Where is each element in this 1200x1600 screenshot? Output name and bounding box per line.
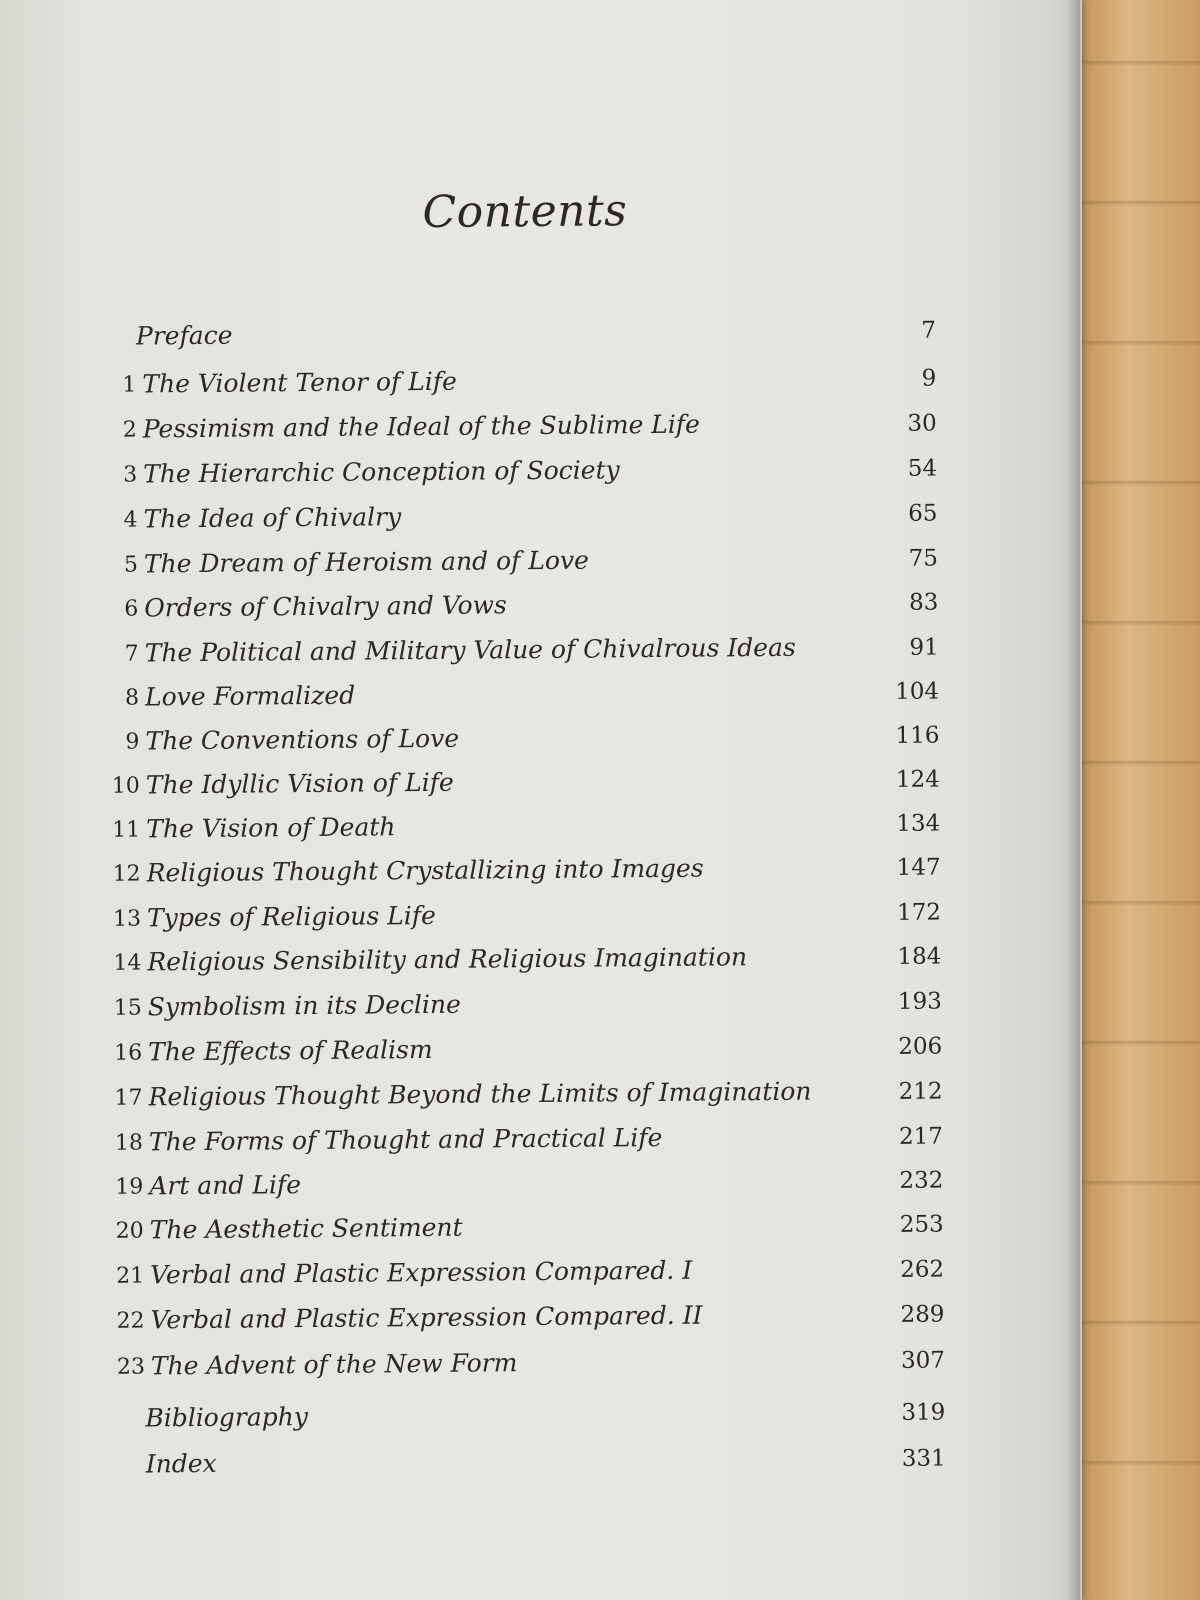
- toc-entry-title: The Forms of Thought and Practical Life: [148, 1122, 663, 1157]
- toc-entry-page: 116: [895, 722, 940, 749]
- toc-entry-page: 134: [896, 810, 941, 837]
- toc-entry-number: 5: [123, 552, 139, 578]
- toc-entry-page: 172: [896, 899, 942, 926]
- toc-entry-18: [103, 1120, 943, 1163]
- toc-entry-number: 19: [115, 1174, 144, 1200]
- toc-entry-number: 4: [123, 507, 138, 533]
- toc-entry-number: 12: [112, 861, 141, 887]
- toc-entry-page: 104: [895, 678, 940, 705]
- toc-entry-page: 253: [899, 1211, 944, 1238]
- toc-entry-page: 331: [901, 1445, 946, 1472]
- toc-entry-1: [96, 363, 936, 406]
- toc-entry-12: [100, 852, 940, 895]
- toc-entry-page: 319: [901, 1399, 946, 1426]
- toc-entry-page: 9: [921, 365, 937, 392]
- toc-entry-number: 13: [112, 906, 142, 932]
- toc-entry-page: 83: [908, 589, 939, 616]
- toc-entry-title: Pessimism and the Ideal of the Sublime Life: [142, 409, 701, 444]
- toc-entry-number: 17: [114, 1085, 143, 1111]
- toc-entry-page: 193: [897, 988, 942, 1015]
- toc-entry-11: [100, 808, 940, 851]
- toc-entry-title: The Idyllic Vision of Life: [145, 767, 454, 800]
- toc-entry-title: The Vision of Death: [146, 812, 396, 844]
- toc-entry-title: The Idea of Chivalry: [143, 502, 402, 534]
- toc-entry-2: [97, 408, 937, 451]
- toc-entry-6: [98, 587, 938, 630]
- toc-entry-number: 1: [122, 372, 137, 398]
- toc-entry-page: 206: [898, 1033, 943, 1060]
- toc-entry-title: Bibliography: [145, 1402, 308, 1433]
- toc-entry-number: 10: [111, 773, 140, 799]
- toc-entry-title: Verbal and Plastic Expression Compared. I: [150, 1255, 693, 1290]
- toc-entry-page: 147: [896, 854, 941, 881]
- toc-entry-number: 18: [114, 1130, 144, 1156]
- toc-entry-number: 9: [125, 729, 140, 755]
- toc-entry-page: 232: [899, 1167, 944, 1194]
- toc-entry-title: The Advent of the New Form: [150, 1348, 518, 1381]
- toc-entry-title: The Aesthetic Sentiment: [149, 1212, 463, 1245]
- toc-entry-page: 54: [907, 455, 938, 482]
- toc-entry-title: Verbal and Plastic Expression Compared. II: [150, 1300, 703, 1335]
- toc-entry-number: 11: [112, 817, 141, 843]
- toc-entry-3: [97, 453, 937, 496]
- toc-entry-index: [106, 1442, 946, 1485]
- toc-entry-20: [104, 1208, 944, 1251]
- toc-entry-page: 124: [895, 766, 940, 793]
- toc-entry-title: The Effects of Realism: [148, 1034, 433, 1067]
- toc-entry-19: [103, 1164, 943, 1207]
- toc-entry-title: Religious Thought Crystallizing into Images: [146, 853, 704, 888]
- toc-entry-title: Religious Thought Beyond the Limits of Imagination: [148, 1076, 812, 1112]
- toc-entry-9: [99, 720, 939, 763]
- toc-entry-title: The Violent Tenor of Life: [142, 366, 458, 399]
- toc-entry-page: 91: [909, 634, 939, 661]
- wooden-table-surface: [1080, 0, 1200, 1600]
- toc-entry-page: 212: [898, 1078, 943, 1105]
- toc-entry-title: Symbolism in its Decline: [147, 989, 461, 1022]
- toc-entry-title: Love Formalized: [144, 680, 356, 712]
- toc-entry-title: Orders of Chivalry and Vows: [144, 590, 507, 623]
- toc-entry-title: The Dream of Heroism and of Love: [143, 545, 590, 579]
- toc-entry-number: 15: [113, 995, 142, 1021]
- toc-entry-number: 21: [116, 1263, 145, 1289]
- toc-entry-title: Art and Life: [149, 1170, 302, 1201]
- toc-entry-number: 16: [114, 1040, 143, 1066]
- toc-entry-page: 65: [908, 500, 938, 527]
- toc-entry-21: [104, 1253, 944, 1296]
- toc-entry-title: Index: [145, 1448, 217, 1479]
- toc-entry-14: [101, 941, 941, 984]
- toc-entry-page: 262: [900, 1256, 945, 1283]
- toc-entry-title: Preface: [135, 320, 233, 351]
- toc-entry-15: [102, 986, 942, 1029]
- toc-entry-page: 30: [907, 410, 937, 437]
- toc-entry-preface: [96, 315, 936, 358]
- toc-entry-number: 2: [122, 417, 137, 443]
- toc-entry-number: 6: [124, 596, 139, 622]
- toc-entry-number: 20: [115, 1218, 144, 1244]
- toc-entry-page: 307: [900, 1347, 946, 1374]
- toc-entry-number: 22: [116, 1308, 145, 1334]
- toc-entry-title: Types of Religious Life: [146, 900, 436, 933]
- toc-entry-number: 3: [123, 462, 138, 488]
- toc-entry-16: [102, 1031, 942, 1074]
- toc-entry-title: The Hierarchic Conception of Society: [143, 455, 620, 489]
- toc-entry-page: 184: [897, 943, 942, 970]
- toc-entry-title: The Political and Military Value of Chivalrous Ideas: [144, 632, 796, 668]
- toc-entry-22: [104, 1298, 944, 1341]
- toc-entry-page: 75: [908, 545, 939, 572]
- toc-entry-10: [100, 764, 940, 807]
- toc-entry-page: 217: [898, 1123, 944, 1150]
- toc-entry-23: [105, 1344, 945, 1387]
- contents-heading: Contents: [422, 185, 628, 239]
- toc-entry-13: [101, 897, 941, 940]
- toc-entry-page: 7: [921, 317, 937, 344]
- toc-entry-5: [98, 543, 938, 586]
- toc-entry-title: The Conventions of Love: [145, 723, 460, 756]
- toc-entry-number: 8: [124, 685, 140, 711]
- toc-entry-page: 289: [900, 1301, 945, 1328]
- toc-entry-number: 7: [124, 641, 139, 667]
- toc-entry-4: [97, 498, 937, 541]
- toc-entry-8: [99, 676, 939, 719]
- toc-entry-number: 14: [113, 950, 142, 976]
- toc-entry-bibliography: [105, 1396, 945, 1439]
- toc-entry-title: Religious Sensibility and Religious Imagination: [147, 942, 748, 977]
- toc-entry-7: [99, 632, 939, 675]
- toc-entry-number: 23: [116, 1354, 146, 1380]
- toc-entry-17: [102, 1075, 942, 1118]
